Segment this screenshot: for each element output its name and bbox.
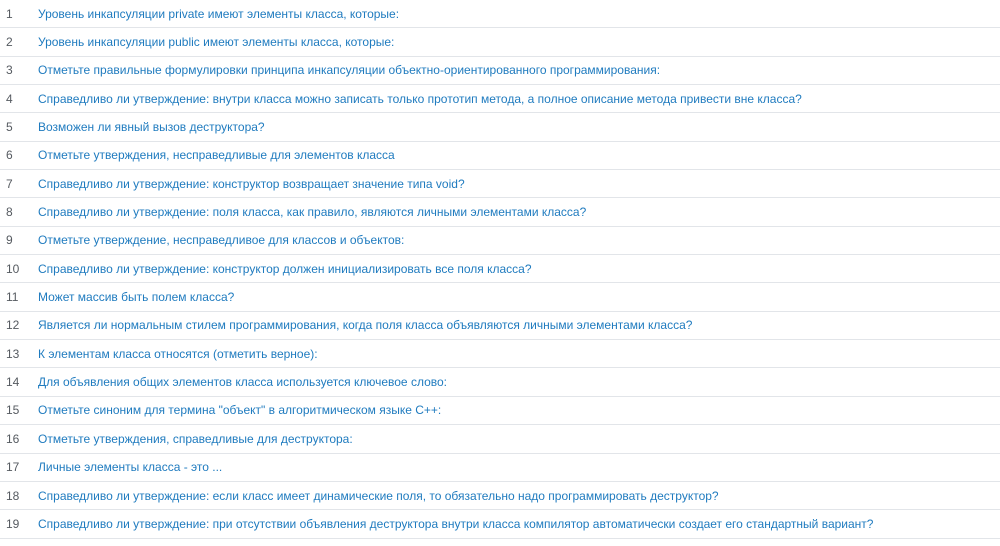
question-link[interactable]: Возможен ли явный вызов деструктора? — [38, 120, 265, 135]
question-link[interactable]: Справедливо ли утверждение: поля класса, как правило, являются личными элементами класса? — [38, 205, 587, 220]
question-link[interactable]: Справедливо ли утверждение: при отсутствии объявления деструктора внутри класса компилятор автоматически создает его стандартный вариант? — [38, 516, 874, 531]
question-number: 12 — [6, 318, 20, 333]
question-number: 16 — [6, 431, 20, 446]
question-number: 6 — [6, 148, 13, 163]
question-number: 2 — [6, 35, 13, 50]
question-row — [0, 28, 1000, 56]
question-link[interactable]: Уровень инкапсуляции private имеют элементы класса, которые: — [38, 6, 400, 21]
question-link[interactable]: Является ли нормальным стилем программирования, когда поля класса объявляются личными элементами класса? — [38, 318, 693, 333]
question-number: 5 — [6, 120, 13, 135]
question-row — [0, 425, 1000, 453]
question-number: 17 — [6, 460, 20, 475]
question-row — [0, 0, 1000, 28]
question-number: 13 — [6, 346, 20, 361]
question-row — [0, 283, 1000, 311]
question-row — [0, 454, 1000, 482]
question-row — [0, 255, 1000, 283]
question-number: 10 — [6, 261, 20, 276]
question-number: 14 — [6, 375, 20, 390]
question-row — [0, 482, 1000, 510]
question-number: 7 — [6, 176, 13, 191]
question-row — [0, 85, 1000, 113]
question-number: 4 — [6, 91, 13, 106]
question-link[interactable]: Отметьте утверждения, несправедливые для элементов класса — [38, 148, 395, 163]
question-number: 15 — [6, 403, 20, 418]
question-link[interactable]: Личные элементы класса - это ... — [38, 460, 223, 475]
question-number: 8 — [6, 205, 13, 220]
question-row — [0, 397, 1000, 425]
question-row — [0, 142, 1000, 170]
question-row — [0, 368, 1000, 396]
question-link[interactable]: Отметьте утверждение, несправедливое для классов и объектов: — [38, 233, 405, 248]
question-link[interactable]: Справедливо ли утверждение: если класс имеет динамические поля, то обязательно надо программировать деструктор? — [38, 488, 719, 503]
question-number: 1 — [6, 6, 13, 21]
question-row — [0, 198, 1000, 226]
question-row — [0, 340, 1000, 368]
question-link[interactable]: Отметьте утверждения, справедливые для деструктора: — [38, 431, 353, 446]
question-link[interactable]: Справедливо ли утверждение: конструктор должен инициализировать все поля класса? — [38, 261, 532, 276]
question-row — [0, 57, 1000, 85]
question-number: 18 — [6, 488, 20, 503]
question-link[interactable]: К элементам класса относятся (отметить верное): — [38, 346, 318, 361]
question-number: 19 — [6, 516, 20, 531]
question-number: 9 — [6, 233, 13, 248]
question-link[interactable]: Может массив быть полем класса? — [38, 290, 235, 305]
question-link[interactable]: Отметьте правильные формулировки принципа инкапсуляции объектно-ориентированного программирования: — [38, 63, 661, 78]
question-link[interactable]: Справедливо ли утверждение: внутри класса можно записать только прототип метода, а полное описание метода привести вне класса? — [38, 91, 802, 106]
question-row — [0, 113, 1000, 141]
question-number: 3 — [6, 63, 13, 78]
question-link[interactable]: Отметьте синоним для термина "объект" в алгоритмическом языке C++: — [38, 403, 442, 418]
question-link[interactable]: Справедливо ли утверждение: конструктор возвращает значение типа void? — [38, 176, 465, 191]
question-link[interactable]: Уровень инкапсуляции public имеют элементы класса, которые: — [38, 35, 395, 50]
question-row — [0, 170, 1000, 198]
question-row — [0, 510, 1000, 538]
question-number: 11 — [6, 290, 19, 305]
question-row — [0, 227, 1000, 255]
question-row — [0, 312, 1000, 340]
question-link[interactable]: Для объявления общих элементов класса используется ключевое слово: — [38, 375, 447, 390]
